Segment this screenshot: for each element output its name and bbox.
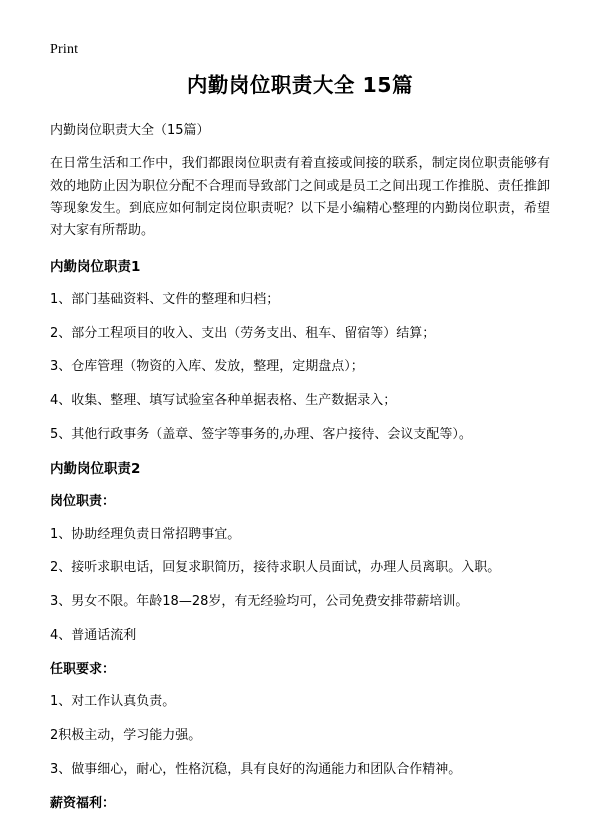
section-heading: 内勤岗位职责1 <box>50 258 141 275</box>
group-subheading: 岗位职责： <box>50 494 116 510</box>
list-item: 2、接听求职电话，回复求职简历，接待求职人员面试，办理人员离职。入职。 <box>50 560 501 576</box>
list-item: 4、普通话流利 <box>50 627 137 643</box>
section-group-requirements <box>50 660 550 781</box>
list-item: 3、做事细心，耐心，性格沉稳，具有良好的沟通能力和团队合作精神。 <box>50 761 462 777</box>
list-item: 2积极主动，学习能力强。 <box>50 728 202 744</box>
list-item: 1、部门基础资料、文件的整理和归档； <box>50 291 280 307</box>
group-subheading: 薪资福利： <box>50 795 116 811</box>
print-button[interactable]: Print <box>50 42 79 57</box>
list-item: 2、部分工程项目的收入、支出（劳务支出、租车、留宿等）结算； <box>50 325 436 341</box>
section-group-duties <box>50 492 550 647</box>
section-heading: 内勤岗位职责2 <box>50 460 141 477</box>
list-item: 3、男女不限。年龄18—28岁，有无经验均可，公司免费安排带薪培训。 <box>50 594 469 610</box>
list-item: 1、协助经理负责日常招聘事宜。 <box>50 526 241 542</box>
list-item: 3、仓库管理（物资的入库、发放，整理，定期盘点）； <box>50 359 364 375</box>
section-2 <box>50 459 550 813</box>
document-subtitle: 内勤岗位职责大全（15篇） <box>50 122 210 138</box>
intro-paragraph: 在日常生活和工作中，我们都跟岗位职责有着直接或间接的联系，制定岗位职责能够有效的地防止因为职位分配不合理而导致部门之间或是员工之间出现工作推脱、责任推卸等现象发生。到底应如何制定岗位职责呢？以下是小编精心整理的内勤岗位职责，希望对大家有所帮助。 <box>50 156 550 239</box>
page-title: 内勤岗位职责大全 15篇 <box>186 73 414 97</box>
list-item: 1、对工作认真负责。 <box>50 694 176 710</box>
list-item: 5、其他行政事务（盖章、签字等事务的,办理、客户接待、会议支配等）。 <box>50 427 472 443</box>
section-group-salary <box>50 794 550 814</box>
group-subheading: 任职要求： <box>50 661 116 677</box>
list-item: 4、收集、整理、填写试验室各种单据表格、生产数据录入； <box>50 393 397 409</box>
section-1 <box>50 257 550 446</box>
